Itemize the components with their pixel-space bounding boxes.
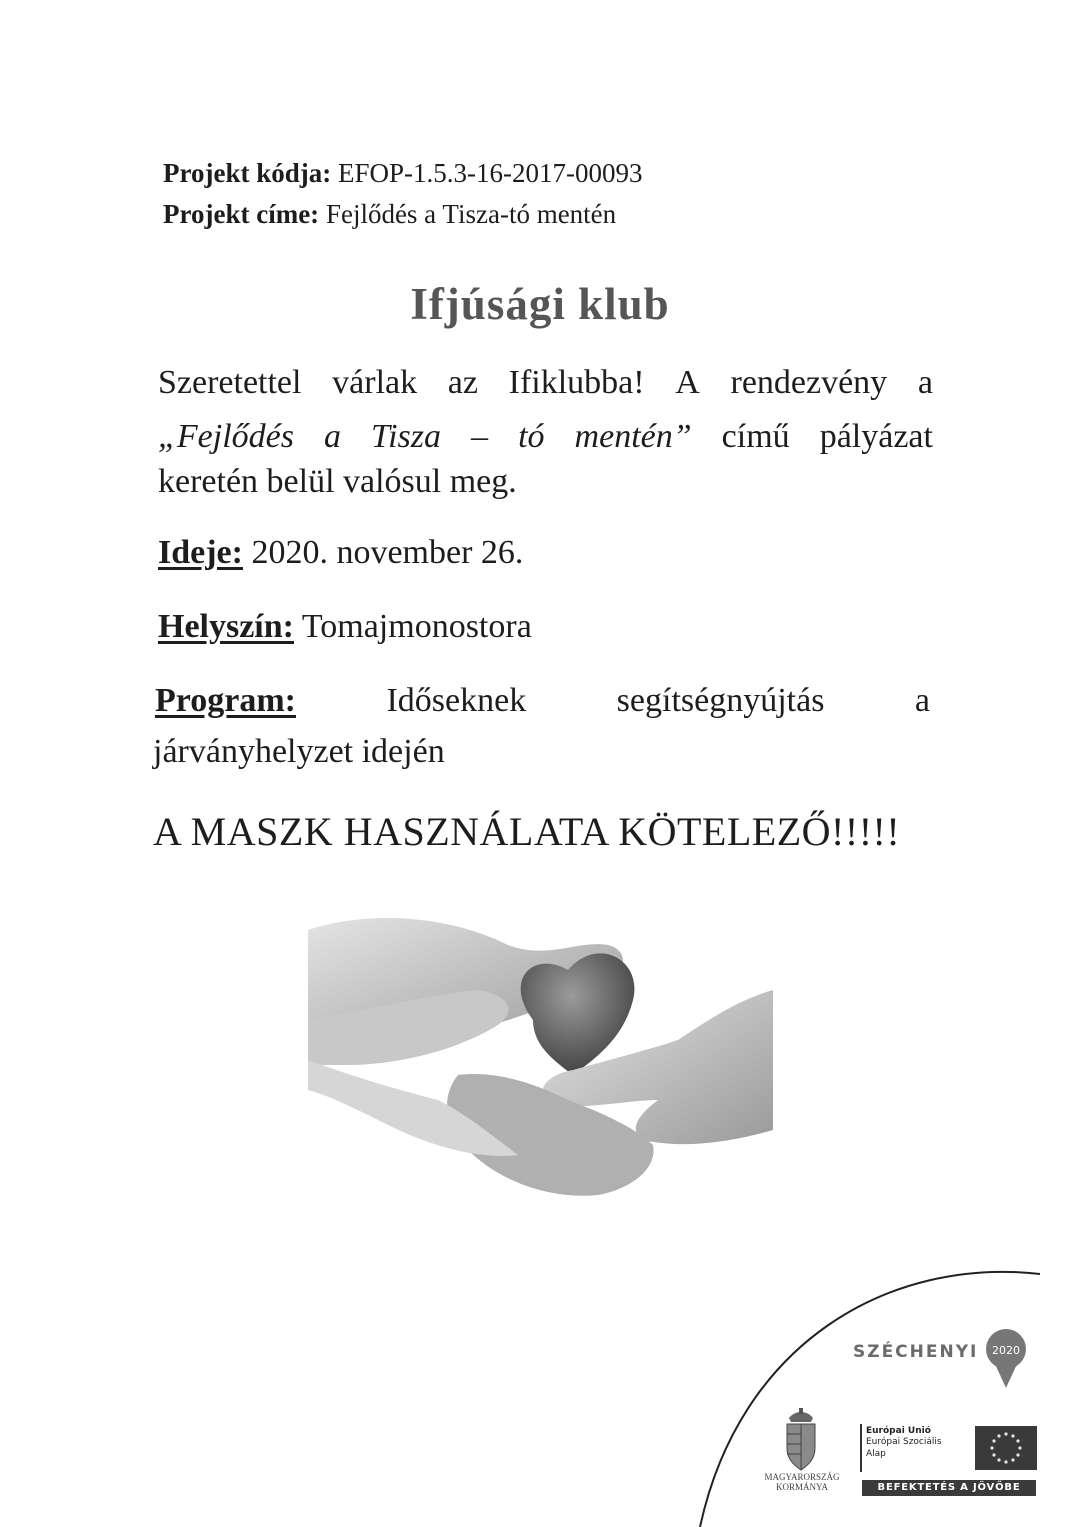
intro-word: pályázat	[819, 418, 933, 455]
mask-notice: A MASZK HASZNÁLATA KÖTELEZŐ!!!!!	[153, 809, 901, 854]
intro-word: Ifiklubba!	[508, 364, 645, 401]
intro-word-italic: tó	[518, 418, 545, 455]
date-value: 2020. november 26.	[251, 534, 524, 571]
project-code-value: EFOP-1.5.3-16-2017-00093	[338, 158, 643, 188]
project-code-line	[163, 160, 643, 187]
eu-line-3: Alap	[866, 1448, 886, 1459]
intro-word-italic: „Fejlődés	[158, 418, 294, 455]
project-title-line	[163, 201, 616, 228]
intro-word: az	[447, 364, 478, 401]
intro-line-1	[158, 366, 933, 400]
intro-word-italic: a	[324, 418, 342, 455]
program-value-line-2: járványhelyzet idején	[153, 733, 445, 770]
szechenyi-logo-text: SZÉCHENYI	[853, 1342, 979, 1362]
location-field	[158, 610, 532, 644]
program-field	[155, 684, 930, 718]
hands-heart-image	[308, 900, 773, 1210]
date-label: Ideje:	[158, 534, 243, 571]
government-line-1: MAGYARORSZÁG	[764, 1472, 840, 1482]
project-title-value: Fejlődés a Tisza-tó mentén	[325, 199, 617, 229]
intro-word: rendezvény	[730, 364, 888, 401]
program-word: Időseknek	[386, 682, 527, 719]
intro-word-italic: mentén”	[574, 418, 692, 455]
szechenyi-year: 2020	[992, 1344, 1020, 1357]
page-title: Ifjúsági klub	[410, 279, 670, 329]
project-title-label: Projekt címe:	[163, 199, 320, 229]
intro-line-3: keretén belül valósul meg.	[158, 463, 517, 500]
intro-word: című	[721, 418, 790, 455]
location-label: Helyszín:	[158, 608, 294, 645]
intro-word-italic: Tisza	[371, 418, 441, 455]
eu-flag-icon	[975, 1426, 1037, 1470]
program-label: Program:	[155, 682, 296, 719]
eu-label	[866, 1426, 942, 1460]
government-label	[757, 1472, 847, 1493]
eu-line-2: Európai Szociális	[866, 1437, 942, 1448]
government-line-2: KORMÁNYA	[775, 1482, 828, 1493]
invest-future-banner: BEFEKTETÉS A JÖVŐBE	[862, 1480, 1036, 1496]
hungarian-crest-icon	[781, 1408, 821, 1472]
intro-word: a	[917, 364, 933, 401]
eu-divider	[860, 1424, 862, 1472]
date-field	[158, 536, 523, 570]
location-value: Tomajmonostora	[301, 608, 532, 645]
intro-word: A	[675, 364, 700, 401]
project-code-label: Projekt kódja:	[163, 158, 332, 188]
intro-word: várlak	[332, 364, 418, 401]
intro-word-italic: –	[471, 418, 489, 455]
szechenyi-2020-badge	[985, 1328, 1027, 1390]
intro-word: Szeretettel	[158, 364, 302, 401]
program-word: a	[914, 682, 930, 719]
intro-line-2	[158, 420, 933, 454]
eu-line-1: Európai Unió	[866, 1426, 931, 1436]
program-word: segítségnyújtás	[616, 682, 825, 719]
